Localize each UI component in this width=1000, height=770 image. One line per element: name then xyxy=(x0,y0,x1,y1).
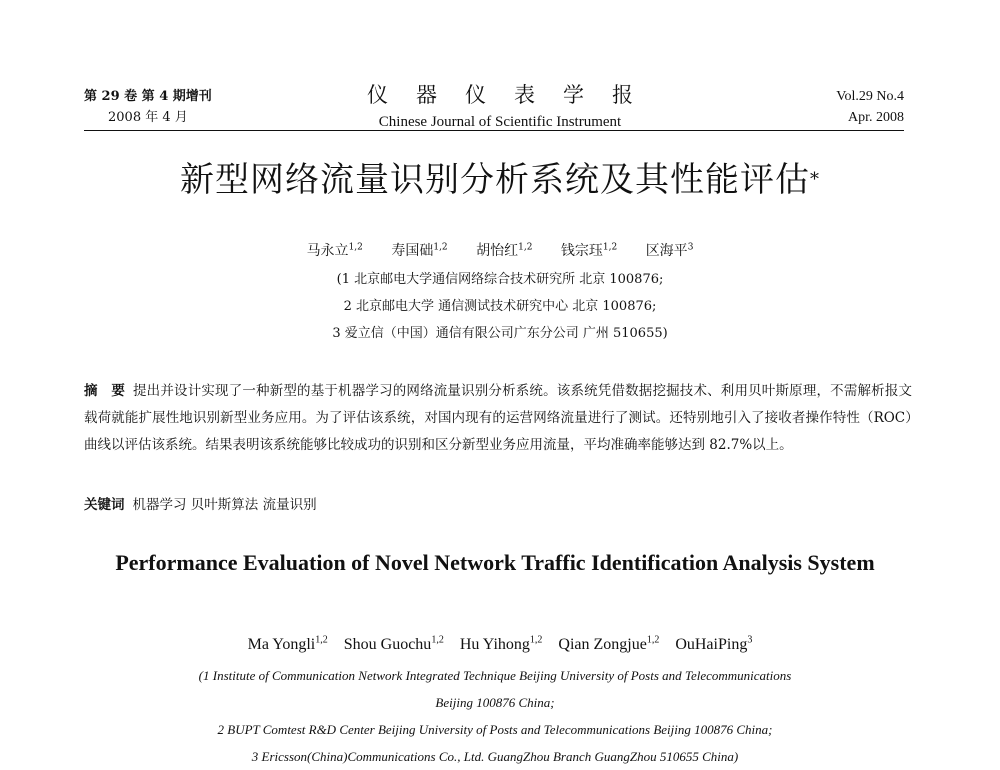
author-en: OuHaiPing$^3$ xyxy=(675,635,753,654)
journal-name-en: Chinese Journal of Scientific Instrument xyxy=(378,114,622,130)
affiliation-en-line: (1 Institute of Communication Network Integrated Technique Beijing University of Posts and Telecommunications xyxy=(198,668,792,683)
keywords-cn xyxy=(84,492,317,518)
keywords-label: 关键词 xyxy=(84,497,125,513)
affiliation-cn-line: 2 北京邮电大学 通信测试技术研究中心 北京 100876; xyxy=(343,299,657,314)
paper-title-cn xyxy=(0,158,1000,202)
author-en: Hu Yihong$^{1,2}$ xyxy=(459,635,543,654)
header-rule xyxy=(84,130,904,131)
author-cn: 胡怡红$^{1,2}$ xyxy=(476,242,533,259)
affiliation-cn-line: 3 爱立信（中国）通信有限公司广东分公司 广州 510655) xyxy=(332,326,668,341)
authors-en xyxy=(0,629,1000,657)
author-cn: 钱宗珏$^{1,2}$ xyxy=(560,242,618,259)
keywords-text: 机器学习 贝叶斯算法 流量识别 xyxy=(132,497,317,513)
author-cn: 马永立$^{1,2}$ xyxy=(306,242,363,259)
author-cn: 区海平$^3$ xyxy=(645,242,694,259)
authors-cn xyxy=(0,236,1000,262)
affiliations-en xyxy=(100,662,890,770)
affiliation-en-line: Beijing 100876 China; xyxy=(435,695,555,710)
paper-title-en: Performance Evaluation of Novel Network Traffic Identification Analysis System xyxy=(115,550,875,575)
affiliations-cn xyxy=(0,266,1000,347)
author-en: Qian Zongjue$^{1,2}$ xyxy=(558,635,660,654)
date-cn: 2008 年 4 月 xyxy=(108,110,188,125)
journal-issue-info xyxy=(84,86,212,128)
vol-en: Vol.29 No.4 xyxy=(836,89,904,104)
author-cn: 寿国础$^{1,2}$ xyxy=(391,242,448,259)
paper-title-cn-text: 新型网络流量识别分析系统及其性能评估 xyxy=(180,160,810,200)
journal-volume-info xyxy=(836,86,904,128)
issue-cn: 第 29 卷 第 4 期增刊 xyxy=(84,89,212,104)
journal-name-cn: 仪器仪表学报 xyxy=(367,83,661,107)
affiliation-en-line: 3 Ericsson(China)Communications Co., Ltd. GuangZhou Branch GuangZhou 510655 China) xyxy=(251,749,739,764)
author-en: Ma Yongli$^{1,2}$ xyxy=(247,635,328,654)
abstract-label: 摘 要 xyxy=(84,383,126,399)
date-en: Apr. 2008 xyxy=(848,110,904,125)
affiliation-cn-line: (1 北京邮电大学通信网络综合技术研究所 北京 100876; xyxy=(336,272,664,287)
footnote-mark: * xyxy=(810,169,820,190)
abstract-text: 提出并设计实现了一种新型的基于机器学习的网络流量识别分析系统。该系统凭借数据挖掘技术、利用贝叶斯原理，不需解析报文载荷就能扩展性地识别新型业务应用。为了评估该系统，对国内现有的运营网络流量进行了测试。还特别地引入了接收者操作特性（ROC）曲线以评估该系统。结果表明该系统能够比较成功的识别和区分新型业务应用流量，平均准确率能够达到 82.7%以上。 xyxy=(84,383,913,453)
abstract-cn xyxy=(84,378,912,459)
journal-name xyxy=(300,80,700,132)
affiliation-en-line: 2 BUPT Comtest R&D Center Beijing University of Posts and Telecommunications Beijing 100876 China; xyxy=(217,722,773,737)
author-en: Shou Guochu$^{1,2}$ xyxy=(343,635,444,654)
